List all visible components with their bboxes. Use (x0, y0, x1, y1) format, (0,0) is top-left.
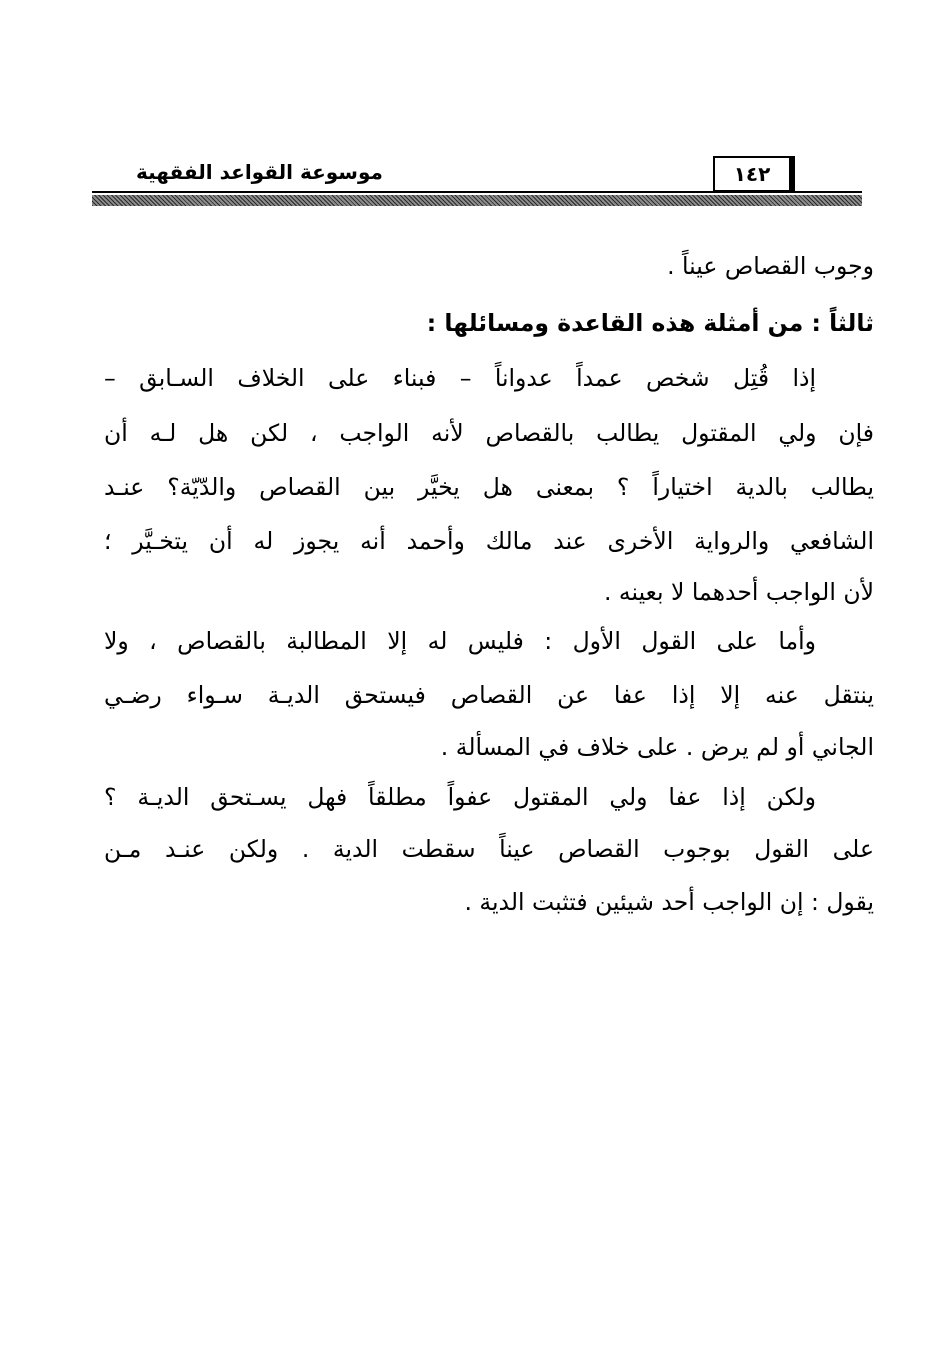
text-line: فإن ولي المقتول يطالب بالقصاص لأنه الواجب ، لكن هل لـه أن (104, 419, 874, 447)
text-line: ينتقل عنه إلا إذا عفا عن القصاص فيستحق الديـة سـواء رضـي (104, 681, 874, 709)
header-hatched-rule (92, 195, 862, 206)
page-number: ١٤٢ (713, 156, 795, 192)
text-line: إذا قُتِل شخص عمداً عدواناً – فبناء على الخلاف السـابق – (104, 364, 816, 392)
text-line: وجوب القصاص عيناً . (667, 252, 874, 280)
page-header (92, 150, 862, 212)
text-line: الجاني أو لم يرض . على خلاف في المسألة . (440, 733, 874, 761)
running-title: موسوعة القواعد الفقهية (136, 160, 383, 184)
text-line: يطالب بالدية اختياراً ؟ بمعنى هل يخيَّر بين القصاص والدّيّة؟ عنـد (104, 473, 874, 501)
text-line: وأما على القول الأول : فليس له إلا المطالبة بالقصاص ، ولا (104, 627, 816, 655)
section-heading: ثالثاً : من أمثلة هذه القاعدة ومسائلها : (426, 309, 874, 337)
text-line: الشافعي والرواية الأخرى عند مالك وأحمد أنه يجوز له أن يتخـيَّر ؛ (104, 527, 874, 555)
text-line: ولكن إذا عفا ولي المقتول عفواً مطلقاً فهل يسـتحق الديـة ؟ (104, 783, 816, 811)
text-line: على القول بوجوب القصاص عيناً سقطت الدية . ولكن عنـد مـن (104, 835, 874, 863)
text-line: لأن الواجب أحدهما لا بعينه . (603, 578, 874, 606)
text-line: يقول : إن الواجب أحد شيئين فتثبت الدية . (464, 888, 874, 916)
